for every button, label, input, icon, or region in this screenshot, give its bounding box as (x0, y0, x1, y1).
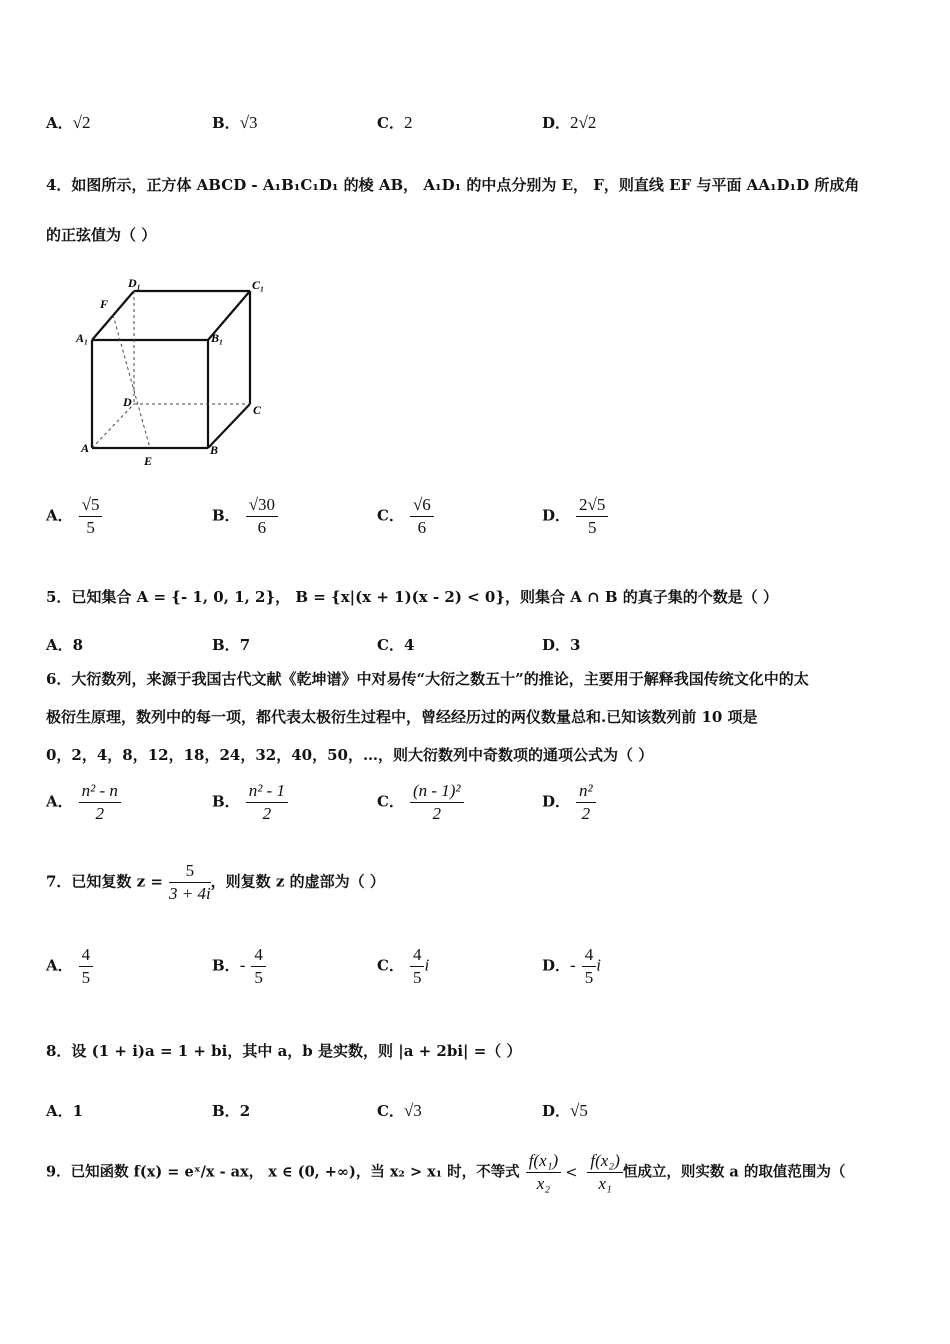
label-b1: B₁ (211, 331, 224, 345)
q7-option-c: C． $\frac{4}{5}$ i (377, 945, 430, 987)
label-f: F (100, 297, 109, 311)
q5-option-b: B．7 (212, 636, 251, 654)
q6-option-c: C． $\frac{\text{(n - 1)²}}{2}$ (377, 780, 464, 825)
label-d1: D₁ (128, 276, 141, 290)
q5-stem: 5．已知集合 A = {- 1, 0, 1, 2}， B = {x|(x + 1)(x - 2) < 0}，则集合 A ∩ B 的真子集的个数是（ ） (46, 588, 779, 606)
q4-stem-line1: 4．如图所示，正方体 ABCD - A₁B₁C₁D₁ 的棱 AB， A₁D₁ 的中点分别为 E， F，则直线 EF 与平面 AA₁D₁D 所成角 (46, 176, 860, 194)
q8-option-a: A．1 (46, 1102, 84, 1120)
q6-option-d: D． $\frac{\text{n²}}{2}$ (542, 780, 596, 825)
q7-stem: 7．已知复数 z = $\frac{5}{3 + 4i}$ ，则复数 z 的虚部为（ ） (46, 861, 385, 903)
q4-option-c: C． $\frac{√6}{6}$ (377, 494, 434, 539)
q5-option-c: C．4 (377, 636, 415, 654)
q8-option-b: B．2 (212, 1102, 251, 1120)
label-e: E (144, 454, 153, 468)
label-a1: A₁ (76, 331, 89, 345)
label-b: B (210, 443, 219, 457)
q3-option-a: A．√2 (46, 113, 91, 132)
q6-option-a: A． $\frac{\text{n² - n}}{2}$ (46, 780, 121, 825)
cube-figure (72, 272, 282, 472)
q3-option-b: B．√3 (212, 113, 258, 132)
label-a: A (81, 441, 90, 455)
q7-option-b: B．- $\frac{4}{5}$ (212, 944, 266, 989)
label-d: D (123, 395, 132, 409)
q3-option-d: D．2√2 (542, 113, 597, 132)
label-c1: C₁ (252, 278, 265, 292)
q6-stem-line1: 6．大衍数列，来源于我国古代文献《乾坤谱》中对易传“大衍之数五十”的推论，主要用于解释我国传统文化中的太 (46, 670, 809, 688)
q8-option-d: D．√5 (542, 1101, 588, 1120)
q4-option-d: D． $\frac{2√5}{5}$ (542, 494, 608, 539)
q6-option-b: B． $\frac{\text{n² - 1}}{2}$ (212, 780, 288, 825)
q3-option-c: C．2 (377, 113, 413, 132)
q4-option-b: B． $\frac{√30}{6}$ (212, 494, 278, 539)
q5-option-d: D．3 (542, 636, 581, 654)
q5-option-a: A．8 (46, 636, 84, 654)
q9-stem: 9．已知函数 f(x) = eˣ/x - ax， x ∈ (0, +∞)，当 x₂ > x₁ 时，不等式 $\frac{\text{f(x₁)}}{\text{x₂}}$ < $\frac{\text{f(x₂)}}{\text{x₁}}$ 恒成立，则实数 a 的取值范围为（ (46, 1151, 846, 1193)
label-c: C (253, 403, 262, 417)
q4-option-a: A． $\frac{√5}{5}$ (46, 494, 102, 539)
q8-stem: 8．设 (1 + i)a = 1 + bi，其中 a，b 是实数，则 |a + 2bi| =（ ） (46, 1042, 522, 1060)
q4-stem-line2: 的正弦值为（ ） (46, 226, 157, 244)
q6-stem-line3: 0，2，4，8，12，18，24，32，40，50，…，则大衍数列中奇数项的通项公式为（ ） (46, 746, 654, 764)
q6-stem-line2: 极衍生原理，数列中的每一项，都代表太极衍生过程中，曾经经历过的两仪数量总和.已知该数列前 10 项是 (46, 708, 758, 726)
q7-option-a: A． $\frac{4}{5}$ (46, 944, 93, 989)
q7-option-d: D．- $\frac{4}{5}$ i (542, 945, 601, 987)
q8-option-c: C．√3 (377, 1101, 422, 1120)
